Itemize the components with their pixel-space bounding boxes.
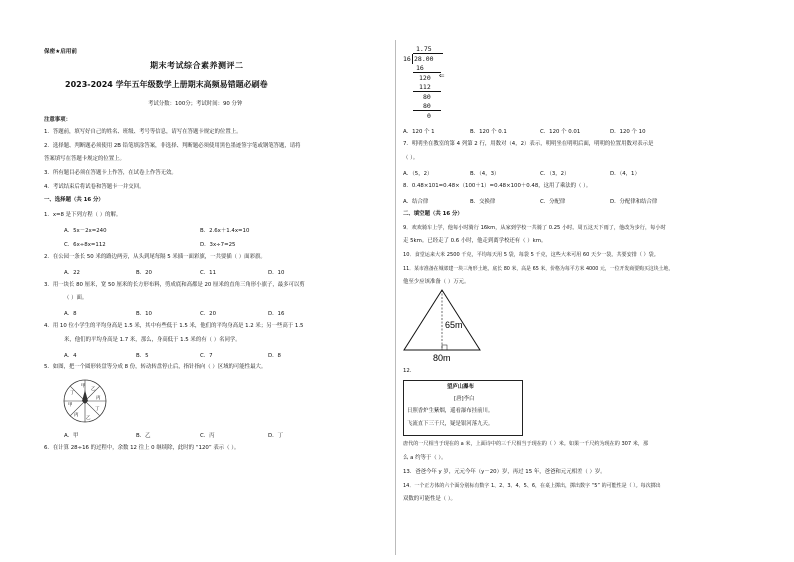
q1-option-c: C．6x÷8x=112 xyxy=(64,242,106,248)
q3-option-c: C．20 xyxy=(200,311,217,317)
question-14-cont: 双数的可能性是（ ）。 xyxy=(403,496,456,502)
wheel-sector: 丙 xyxy=(74,413,79,418)
q5-option-b: B．乙 xyxy=(136,433,151,439)
triangle-height-label: 65m xyxy=(445,320,463,330)
question-11: 11．某市准备在城郊建一块三角形土地，底长 80 米，高是 65 米，价格为每平方米 4000 元，一位开发商要购买这块土地， xyxy=(403,266,674,272)
q5-option-a: A．甲 xyxy=(64,433,79,439)
q3-option-a: A．8 xyxy=(64,311,77,317)
section2-heading: 二、填空题（共 16 分） xyxy=(403,211,463,217)
question-8: 8．0.48×101=0.48×（100＋1）=0.48×100＋0.48，这用了乘法的（ ）。 xyxy=(403,183,592,189)
note-item: 2．选择题、判断题必须使用 2B 铅笔填涂答案，非选择、判断题必须使用黑色墨迹签字笔或钢笔答题，请将 xyxy=(44,143,301,149)
long-division xyxy=(403,45,463,121)
division-divisor: 16 xyxy=(403,55,411,63)
note-item: 1．答题前，填写好自己的姓名、班级、考号等信息，请写在答题卡规定的位置上。 xyxy=(44,129,242,135)
question-7: 7．明明坐在教室的第 4 列第 2 行，用数对（4，2）表示，明明坐在明明后面，明明的位置用数对表示是 xyxy=(403,141,654,147)
q4-option-b: B．5 xyxy=(136,353,149,359)
question-13: 13．爸爸今年 y 岁，元元今年（y－20）岁，再过 15 年，爸爸和元元相差（ ）岁。 xyxy=(403,469,606,475)
q7-option-a: A．（5，2） xyxy=(403,171,433,177)
arrow-left-icon: ⇐ xyxy=(439,71,445,81)
q8-option-a: A．结合律 xyxy=(403,199,429,205)
poem-line: 飞流直下三千尺，疑是银河落九天。 xyxy=(407,421,494,427)
poem-author: [唐]李白 xyxy=(454,396,475,402)
exam-title: 期末考试综合素养测评二 xyxy=(150,61,244,70)
q6-option-a: A．120 个 1 xyxy=(403,129,435,135)
note-item: 答案填写在答题卡规定的位置上。 xyxy=(44,156,125,162)
division-step: 16 xyxy=(416,64,424,72)
question-9-cont: 走 5km。已经走了 0.6 小时，他走到离学校还有（ ）km。 xyxy=(403,238,547,244)
poem-box xyxy=(403,380,523,436)
q2-option-c: C．11 xyxy=(200,270,217,276)
question-4-cont: 米，他们的平均身高是 1.7 米，那么，身高低于 1.5 米的有（ ）名同学。 xyxy=(64,337,241,343)
column-divider xyxy=(395,40,396,555)
question-12-cont: 么 a 约等于（ ）。 xyxy=(403,455,447,461)
division-step: 80 xyxy=(423,93,431,101)
division-quotient: 1.75 xyxy=(416,45,432,53)
division-step: 120 xyxy=(419,74,431,82)
q4-option-c: C．7 xyxy=(200,353,213,359)
exam-subtitle: 2023-2024 学年五年级数学上册期末高频易错题必刷卷 xyxy=(65,80,268,89)
q8-option-c: C．分配律 xyxy=(540,199,566,205)
section1-heading: 一、选择题（共 16 分） xyxy=(44,197,104,203)
q6-option-d: D．120 个 10 xyxy=(610,129,646,135)
q1-option-a: A．5x－2x=240 xyxy=(64,228,107,234)
question-5: 5．如图，把一个圆形转盘等分成 8 份，转动转盘停止后，指针指向（ ）区域的可能性最大。 xyxy=(44,364,267,370)
triangle-base-label: 80m xyxy=(433,353,451,363)
note-item: 4．考试结束后将试卷和答题卡一并交回。 xyxy=(44,184,145,190)
q6-option-b: B．120 个 0.1 xyxy=(470,129,507,135)
q7-option-b: B．（4，3） xyxy=(470,171,500,177)
q5-option-d: D．丁 xyxy=(268,433,283,439)
division-step: 112 xyxy=(419,83,431,91)
q2-option-b: B．20 xyxy=(136,270,152,276)
q8-option-b: B．交换律 xyxy=(470,199,496,205)
question-1: 1．x=8 是下列方程（ ）的解。 xyxy=(44,212,122,218)
q4-option-a: A．4 xyxy=(64,353,77,359)
q3-option-b: B．10 xyxy=(136,311,152,317)
question-7-cont: （ ）。 xyxy=(403,155,419,161)
q3-option-d: D．16 xyxy=(268,311,285,317)
q4-option-d: D．8 xyxy=(268,353,281,359)
exam-meta: 考试分数：100分；考试时间：90 分钟 xyxy=(148,101,243,107)
q8-option-d: D．分配律和结合律 xyxy=(610,199,658,205)
poem-line: 日照香炉生紫烟，遥看瀑布挂前川。 xyxy=(407,408,494,414)
q1-option-d: D．3x÷7=25 xyxy=(200,242,236,248)
division-step: 0 xyxy=(427,112,431,120)
question-12-text: 唐代的一尺相当于现在的 a 米，上面诗中的三千尺相当于现在的（ ）米。如果一千尺约为现在的 307 米，那 xyxy=(403,441,649,447)
note-item: 3．所有题目必须在答题卡上作答，在试卷上作答无效。 xyxy=(44,170,177,176)
q7-option-c: C．（3，2） xyxy=(540,171,570,177)
q2-option-a: A．22 xyxy=(64,270,80,276)
question-10: 10．食堂运来大米 2500 千克，平均每天用 5 袋，每袋 5 千克，这些大米可用 60 天少一袋。共要安排（ ）袋。 xyxy=(403,252,659,258)
notes-heading: 注意事项： xyxy=(44,117,71,123)
division-dividend: 28.00 xyxy=(414,55,434,63)
wheel-sector: 乙 xyxy=(86,416,91,421)
q1-option-b: B．2.6x＋1.4x=10 xyxy=(200,228,250,234)
q5-option-c: C．丙 xyxy=(200,433,215,439)
confidential-label: 保密★启用前 xyxy=(44,49,77,55)
spinner-wheel xyxy=(62,378,108,424)
wheel-sector: 丁 xyxy=(70,391,75,396)
question-11-cont: 他至少应该准备（ ）万元。 xyxy=(403,279,470,285)
q7-option-d: D．（4，1） xyxy=(610,171,640,177)
question-14: 14．一个正方体的六个面分别标有数字 1、2、3、4、5、6，在桌上掷出，掷出数字 “5” 的可能性是（ ）。每次掷出 xyxy=(403,483,661,489)
question-3: 3．用一块长 80 厘米，宽 50 厘米的长方形布料，剪成底和高都是 20 厘米的直角三角形小旗子，最多可以剪 xyxy=(44,282,305,288)
wheel-sector: 乙 xyxy=(91,387,96,392)
poem-title: 望庐山瀑布 xyxy=(447,384,474,390)
question-4: 4．用 10 位小学生的平均身高是 1.5 米，其中有些低于 1.5 米，他们的平均身高是 1.2 米；另一些高于 1.5 xyxy=(44,323,304,329)
wheel-sector: 丁 xyxy=(95,407,100,412)
q2-option-d: D．10 xyxy=(268,270,285,276)
question-12: 12． xyxy=(403,368,416,374)
question-2: 2．在公园一条长 50 米的路边两旁，从头到尾每隔 5 米插一面彩旗，一共要插（ ）面彩旗。 xyxy=(44,254,266,260)
triangle-figure xyxy=(402,288,482,364)
question-3-cont: （ ）面。 xyxy=(64,295,88,301)
division-step: 80 xyxy=(423,102,431,110)
question-9: 9．欢欢骑车上学，他每小时骑行 16km，从家到学校一共骑了 0.25 小时。周五这天下雨了，他改为步行，每小时 xyxy=(403,225,666,231)
wheel-sector: 丙 xyxy=(96,396,101,401)
wheel-sector: 甲 xyxy=(68,403,73,408)
q6-option-c: C．120 个 0.01 xyxy=(540,129,581,135)
question-6: 6．在计算 28÷16 的过程中，余数 12 往上 0 继续除，此时的 “120” 表示（ ）。 xyxy=(44,445,240,451)
wheel-sector: 甲 xyxy=(81,384,86,389)
